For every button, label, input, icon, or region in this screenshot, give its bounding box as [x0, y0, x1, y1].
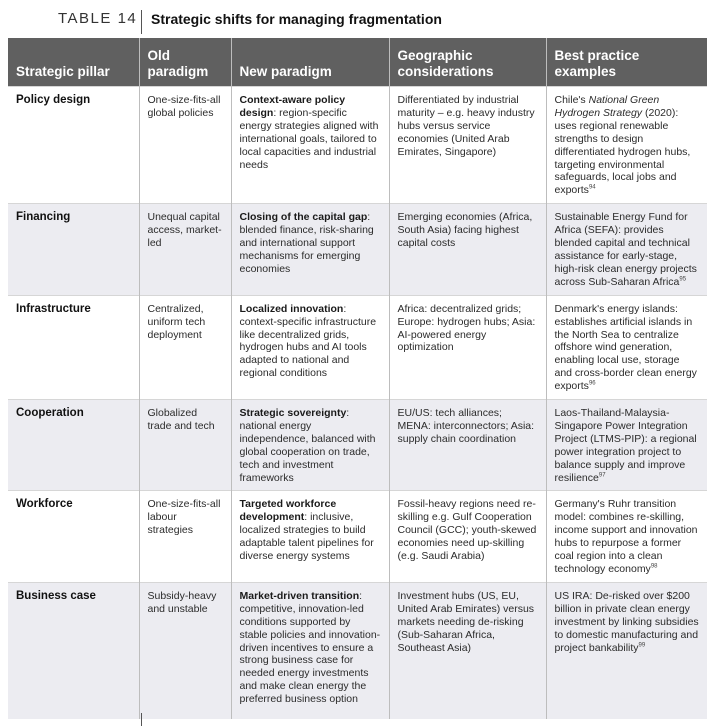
- footnote-ref: 94: [588, 184, 596, 191]
- best-practice-text: Sustainable Energy Fund for Africa (SEFA): provides blended capital and technical assistance for early-stage, high-risk clean energy projects across Sub-Saharan Africa: [554, 211, 697, 288]
- new-paradigm-cell: [231, 295, 389, 399]
- new-paradigm-text: : blended finance, risk-sharing and international support mechanisms for emerging economies: [239, 211, 374, 275]
- best-practice-text: Denmark's energy islands: establishes artificial islands in the North Sea to centralize offshore wind generation, enabling local use, storage and cross-border clean energy exports: [554, 302, 697, 393]
- old-paradigm-cell: Subsidy-heavy and unstable: [139, 582, 231, 719]
- new-paradigm-heading: Closing of the capital gap: [239, 211, 368, 224]
- strategic-shifts-table: [8, 38, 707, 719]
- new-paradigm-cell: [231, 491, 389, 582]
- table-row: [8, 400, 707, 491]
- old-paradigm-cell: Globalized trade and tech: [139, 400, 231, 491]
- header-row: [8, 38, 707, 87]
- geographic-cell: Investment hubs (US, EU, United Arab Emirates) versus markets needing de-risking (Sub-Saharan Africa, Southeast Asia): [389, 582, 546, 719]
- new-paradigm-cell: [231, 87, 389, 204]
- new-paradigm-text: : region-specific energy strategies aligned with international goals, tailored to local capacities and industrial needs: [239, 106, 379, 171]
- footnote-ref: 97: [598, 472, 606, 479]
- header-best-practice-examples: Best practice examples: [546, 38, 707, 87]
- best-practice-text: (2020): uses regional renewable strengths to design differentiated hydrogen hubs, targeting environmental safeguards, local jobs and exports: [554, 106, 691, 197]
- footnote-ref: 98: [650, 563, 658, 570]
- best-practice-cell: [546, 87, 707, 204]
- new-paradigm-text: : national energy independence, balanced with global cooperation on trade, tech and investment frameworks: [239, 407, 376, 484]
- table-row: [8, 491, 707, 582]
- caption-divider-tail: [141, 713, 142, 726]
- footnote-ref: 95: [679, 276, 687, 283]
- header-old-paradigm: Old paradigm: [139, 38, 231, 87]
- geographic-cell: Differentiated by industrial maturity – e.g. heavy industry hubs versus service economies (United Arab Emirates, Singapore): [389, 87, 546, 204]
- old-paradigm-cell: One-size-fits-all labour strategies: [139, 491, 231, 582]
- footnote-ref: 96: [588, 380, 596, 387]
- new-paradigm-cell: [231, 400, 389, 491]
- pillar-cell: Financing: [8, 204, 139, 295]
- best-practice-text: Laos-Thailand-Malaysia-Singapore Power Integration Project (LTMS-PIP): a regional power integration project to balance supply and improve resilience: [554, 407, 697, 484]
- caption-divider: [141, 10, 142, 34]
- new-paradigm-heading: Market-driven transition: [239, 589, 360, 602]
- table-row: [8, 204, 707, 295]
- header-geographic-considerations: Geographic considerations: [389, 38, 546, 87]
- best-practice-cell: [546, 204, 707, 295]
- best-practice-cell: [546, 400, 707, 491]
- new-paradigm-heading: Targeted workforce development: [239, 498, 337, 524]
- best-practice-text: Germany's Ruhr transition model: combines re-skilling, income support and innovation hubs to repurpose a former coal region into a clean technology economy: [554, 498, 698, 575]
- new-paradigm-heading: Localized innovation: [239, 302, 344, 315]
- new-paradigm-heading: Context-aware policy design: [239, 94, 346, 119]
- best-practice-cell: [546, 582, 707, 719]
- best-practice-cell: [546, 295, 707, 399]
- geographic-cell: EU/US: tech alliances; MENA: interconnectors; Asia: supply chain coordination: [389, 400, 546, 491]
- best-practice-italic: National Green Hydrogen Strategy: [554, 94, 660, 119]
- table-number-label: TABLE 14: [58, 10, 138, 27]
- pillar-cell: Cooperation: [8, 400, 139, 491]
- header-new-paradigm: New paradigm: [231, 38, 389, 87]
- new-paradigm-text: : inclusive, localized strategies to build adaptable talent pipelines for diverse energy systems: [239, 511, 374, 563]
- old-paradigm-cell: One-size-fits-all global policies: [139, 87, 231, 204]
- table-row: [8, 87, 707, 204]
- pillar-cell: Business case: [8, 582, 139, 719]
- table-caption: [0, 10, 713, 32]
- new-paradigm-cell: [231, 582, 389, 719]
- new-paradigm-text: : competitive, innovation-led conditions supported by stable policies and innovation-driven incentives to ensure a strong business case for needed energy investments and make clean energy the preferred business option: [239, 589, 381, 706]
- header-strategic-pillar: Strategic pillar: [8, 38, 139, 87]
- geographic-cell: Emerging economies (Africa, South Asia) facing highest capital costs: [389, 204, 546, 295]
- table-title: Strategic shifts for managing fragmentation: [151, 11, 442, 27]
- best-practice-prefix: Chile's: [554, 94, 589, 106]
- table-row: [8, 582, 707, 719]
- geographic-cell: Fossil-heavy regions need re-skilling e.g. Gulf Cooperation Council (GCC); youth-skewed economies need up-skilling (e.g. Saudi Arabia): [389, 491, 546, 582]
- new-paradigm-cell: [231, 204, 389, 295]
- best-practice-cell: [546, 491, 707, 582]
- pillar-cell: Policy design: [8, 87, 139, 204]
- geographic-cell: Africa: decentralized grids; Europe: hydrogen hubs; Asia: AI-powered energy optimization: [389, 295, 546, 399]
- new-paradigm-text: : context-specific infrastructure like decentralized grids, hydrogen hubs and AI tools adapted to national and regional conditions: [239, 302, 377, 380]
- pillar-cell: Infrastructure: [8, 295, 139, 399]
- best-practice-text: US IRA: De-risked over $200 billion in private clean energy investment by linking subsidies to domestic manufacturing and project bankability: [554, 589, 699, 654]
- old-paradigm-cell: Centralized, uniform tech deployment: [139, 295, 231, 399]
- pillar-cell: Workforce: [8, 491, 139, 582]
- footnote-ref: 99: [638, 642, 646, 649]
- old-paradigm-cell: Unequal capital access, market-led: [139, 204, 231, 295]
- new-paradigm-heading: Strategic sovereignty: [239, 407, 347, 420]
- table-row: [8, 295, 707, 399]
